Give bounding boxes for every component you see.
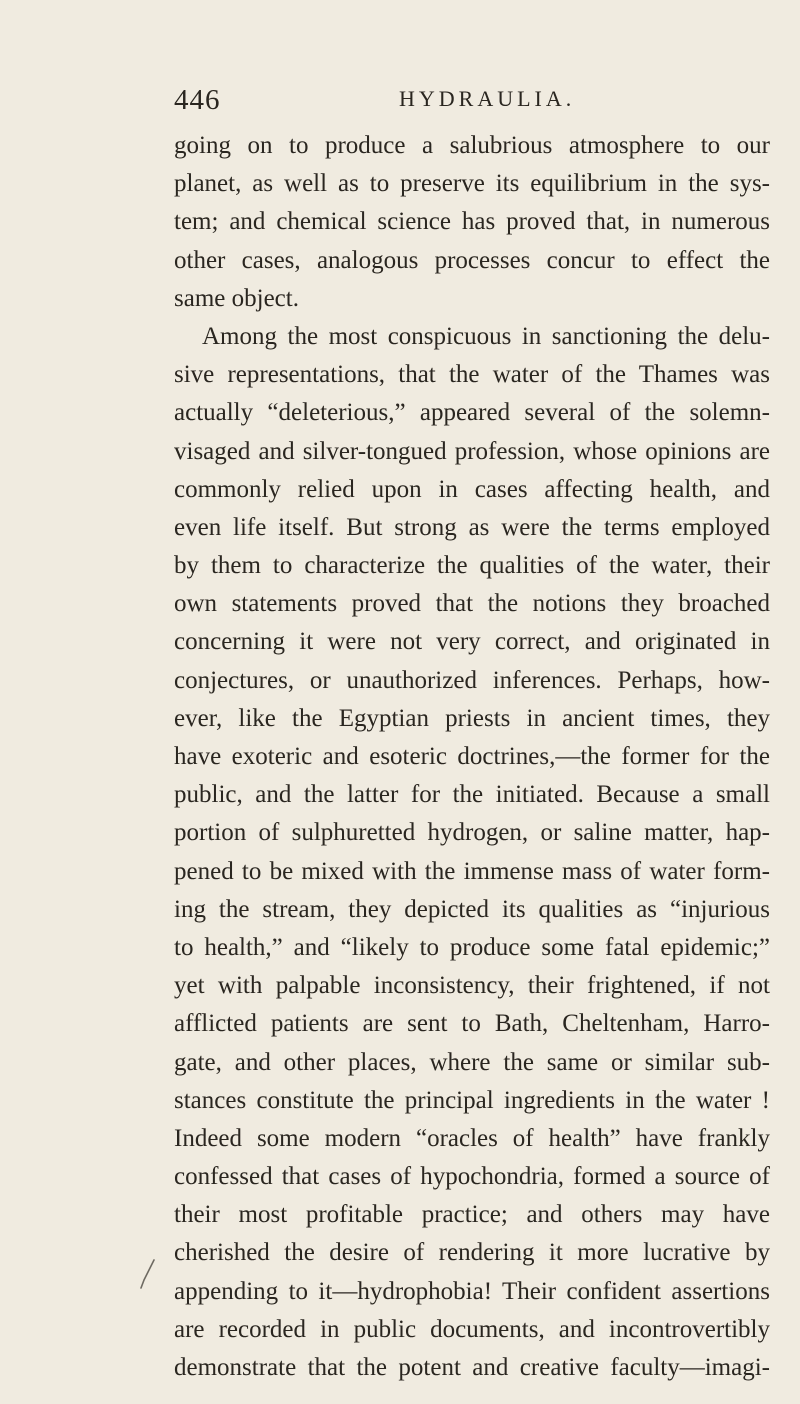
- text-line: to health,” and “likely to produce some fatal epidemic;”: [174, 933, 770, 961]
- text-line: appending to it—hydrophobia! Their confident assertions: [174, 1277, 770, 1305]
- text-line: their most profitable practice; and others may have: [174, 1201, 770, 1229]
- text-line: gate, and other places, where the same or similar sub-: [174, 1048, 770, 1076]
- text-line: stances constitute the principal ingredients in the water !: [174, 1086, 770, 1114]
- running-title: HYDRAULIA.: [399, 86, 576, 111]
- text-line: visaged and silver-tongued profession, whose opinions are: [174, 437, 770, 465]
- text-line: cherished the desire of rendering it more lucrative by: [174, 1239, 770, 1267]
- text-line: planet, as well as to preserve its equilibrium in the sys-: [174, 170, 770, 198]
- text-line: ever, like the Egyptian priests in ancient times, they: [174, 704, 770, 732]
- text-line: tem; and chemical science has proved that, in numerous: [174, 208, 770, 236]
- text-line: yet with palpable inconsistency, their frightened, if not: [174, 972, 770, 1000]
- body-text: [174, 127, 770, 1387]
- text-line: same object.: [174, 284, 299, 312]
- text-line: have exoteric and esoteric doctrines,—the former for the: [174, 743, 770, 770]
- text-line: actually “deleterious,” appeared several of the solemn-: [174, 399, 770, 427]
- text-line: demonstrate that the potent and creative faculty—imagi-: [174, 1354, 770, 1381]
- text-line: concerning it were not very correct, and originated in: [174, 628, 770, 656]
- text-line: ing the stream, they depicted its qualities as “injurious: [174, 895, 770, 923]
- page-number: 446: [174, 84, 221, 116]
- text-line: Indeed some modern “oracles of health” have frankly: [174, 1124, 770, 1152]
- text-line: going on to produce a salubrious atmosphere to our: [174, 132, 770, 159]
- text-line: commonly relied upon in cases affecting health, and: [174, 475, 770, 503]
- text-line: sive representations, that the water of the Thames was: [174, 361, 770, 389]
- text-line: own statements proved that the notions they broached: [174, 590, 770, 618]
- text-line: other cases, analogous processes concur to effect the: [174, 246, 770, 274]
- text-line: even life itself. But strong as were the terms employed: [174, 513, 770, 541]
- text-line: conjectures, or unauthorized inferences. Perhaps, how-: [174, 666, 770, 694]
- text-line: afflicted patients are sent to Bath, Cheltenham, Harro-: [174, 1010, 770, 1038]
- text-line: are recorded in public documents, and incontrovertibly: [174, 1315, 770, 1343]
- text-line: pened to be mixed with the immense mass of water form-: [174, 857, 770, 885]
- pencil-mark: [138, 1258, 158, 1290]
- text-line: by them to characterize the qualities of the water, their: [174, 552, 770, 580]
- page-header: [174, 84, 800, 124]
- text-line: confessed that cases of hypochondria, formed a source of: [174, 1163, 770, 1191]
- text-line: Among the most conspicuous in sanctioning the delu-: [202, 322, 770, 350]
- text-line: portion of sulphuretted hydrogen, or saline matter, hap-: [174, 819, 770, 847]
- text-line: public, and the latter for the initiated. Because a small: [174, 781, 770, 809]
